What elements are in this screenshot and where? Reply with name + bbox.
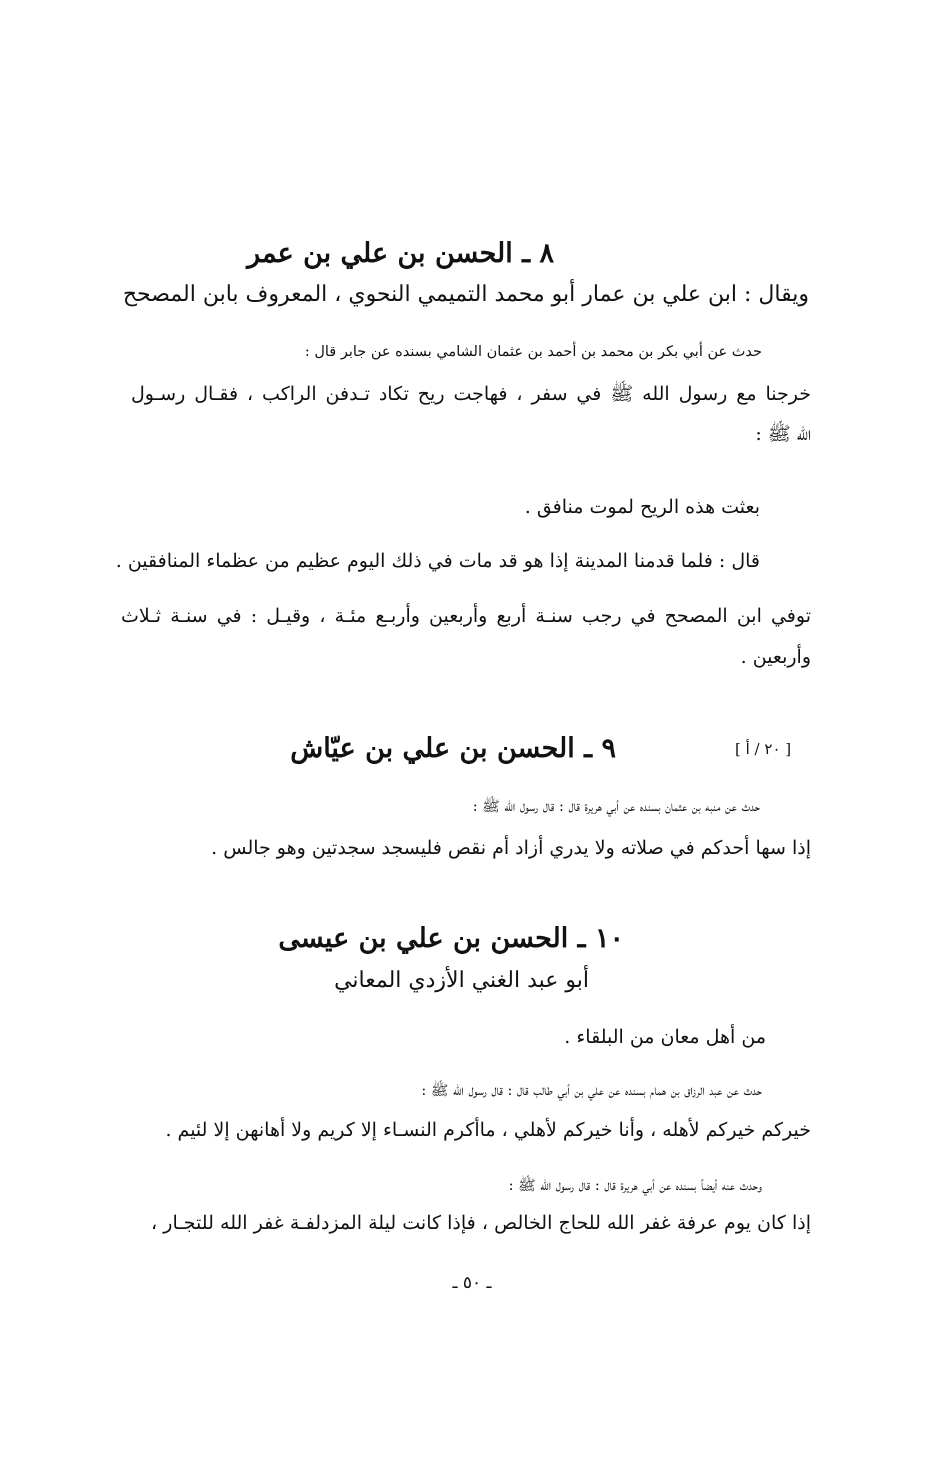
death-note-line: توفي ابن المصحح في رجب سنـة أربع وأربعين وأربـع مئـة ، وقيـل : في سنـة ثـلاث bbox=[121, 605, 811, 627]
isnad-line: حدث عن منبه بن عثمان بسنده عن أبي هريرة قال : قال رسول الله ﷺ : bbox=[472, 799, 760, 815]
entry-heading: ١٠ ـ الحسن بن علي بن عيسى bbox=[278, 923, 624, 954]
quote-line: بعثت هذه الريح لموت منافق . bbox=[524, 496, 760, 518]
isnad-line: وحدث عنه أيضاً بسنده عن أبي هريرة قال : قال رسول الله ﷺ : bbox=[508, 1178, 762, 1194]
origin-line: من أهل معان من البلقاء . bbox=[564, 1026, 766, 1048]
hadith-line: خيركم خيركم لأهله ، وأنا خيركم لأهلي ، ماأكرم النسـاء إلا كريم ولا أهانهن إلا لئيم . bbox=[165, 1119, 811, 1141]
folio-reference: [ ٢٠ / أ ] bbox=[735, 740, 792, 758]
entry-heading: ٨ ـ الحسن بن علي بن عمر bbox=[247, 238, 554, 269]
entry-heading: ٩ ـ الحسن بن علي بن عيّاش bbox=[290, 733, 616, 764]
hadith-line: إذا كان يوم عرفة غفر الله للحاج الخالص ، فإذا كانت ليلة المزدلفـة غفر الله للتجـار ، bbox=[151, 1212, 811, 1234]
hadith-line: الله ﷺ : bbox=[755, 423, 811, 445]
isnad-line: حدث عن عبد الرزاق بن همام بسنده عن علي بن أبي طالب قال : قال رسول الله ﷺ : bbox=[421, 1083, 762, 1099]
page-number: ـ ٥٠ ـ bbox=[452, 1273, 492, 1293]
hadith-line: إذا سها أحدكم في صلاته ولا يدري أزاد أم نقص فليسجد سجدتين وهو جالس . bbox=[211, 837, 811, 859]
hadith-line: خرجنا مع رسول الله ﷺ في سفر ، فهاجت ريح تكاد تـدفن الراكب ، فقـال رسـول bbox=[131, 383, 811, 405]
entry-subheading: ويقال : ابن علي بن عمار أبو محمد التميمي النحوي ، المعروف بابن المصحح bbox=[122, 282, 809, 307]
entry-subheading: أبو عبد الغني الأزدي المعاني bbox=[334, 968, 589, 993]
report-line: قال : فلما قدمنا المدينة إذا هو قد مات في ذلك اليوم عظيم من عظماء المنافقين . bbox=[115, 550, 760, 572]
death-note-line: وأربعين . bbox=[740, 646, 811, 668]
isnad-line: حدث عن أبي بكر بن محمد بن أحمد بن عثمان الشامي بسنده عن جابر قال : bbox=[304, 344, 762, 360]
